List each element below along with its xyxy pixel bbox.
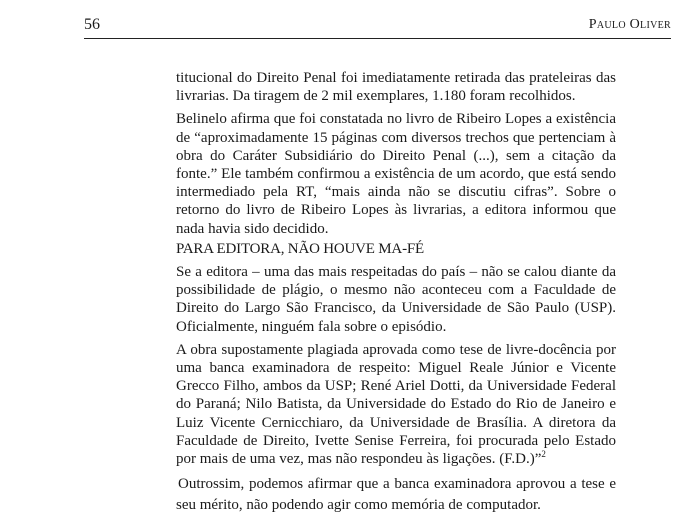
paragraph-4-text: A obra supostamente plagiada aprovada como tese de livre-docência por uma banca examinadora de respeito: Miguel Reale Júnior e Vicente Grecco Filho, ambos da USP; René Ariel Dotti, da Universidade Federal do Paraná; Nilo Batista, da Universidade do Estado do Rio de Janeiro e Luiz Vicente Cernicchiaro, da Universidade de Brasília. A diretora da Faculdade de Direito, Ivette Senise Ferreira, foi procurada pelo Estado por mais de uma vez, mas não respondeu às ligações. (F.D.)” (176, 341, 616, 468)
header-rule (84, 38, 671, 39)
body-text (176, 69, 616, 530)
paragraph-1: titucional do Direito Penal foi imediatamente retirada das prateleiras das livrarias. Da tiragem de 2 mil exemplares, 1.180 foram recolhidos. (176, 70, 616, 105)
section-subheading: PARA EDITORA, NÃO HOUVE MA-FÉ (176, 240, 424, 257)
paragraph-5: Outrossim, podemos afirmar que a banca examinadora aprovou a tese e seu mérito, não podendo agir como memória de computador. (176, 476, 616, 513)
running-head-author: Paulo Oliver (588, 17, 671, 32)
page-number: 56 (84, 16, 100, 33)
paragraph-2: Belinelo afirma que foi constatada no livro de Ribeiro Lopes a existência de “aproximadamente 15 páginas com diversos trechos que pertenciam à obra do Caráter Subsidiário do Direito Penal (...), sem a citação da fonte.” Ele também confirmou a existência de um acordo, que está sendo intermediado pela RT, “mais ainda não se discutiu cifras”. Sobre o retorno do livro de Ribeiro Lopes às livrarias, a editora informou que nada havia sido decidido. (176, 111, 616, 237)
paragraph-4 (176, 341, 616, 468)
paragraph-3: Se a editora – uma das mais respeitadas do país – não se calou diante da possibilidade de plágio, o mesmo não aconteceu com a Faculdade de Direito do Largo São Francisco, da Universidade de São Paulo (USP). Oficialmente, ninguém fala sobre o episódio. (176, 264, 616, 335)
footnote-reference: 2 (541, 449, 546, 460)
